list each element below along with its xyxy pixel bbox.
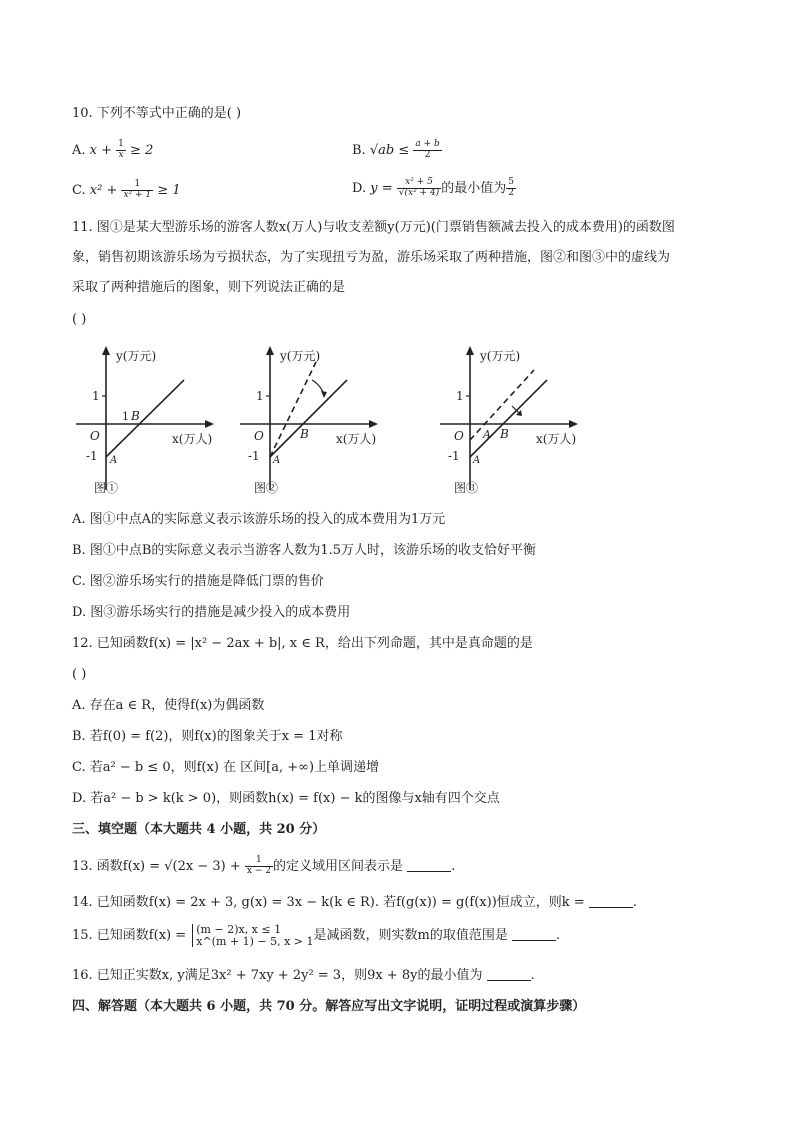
fig1-tick-1: 1 [92, 389, 100, 403]
fig1-point-b: B [131, 409, 140, 423]
fig3-origin: O [454, 429, 464, 443]
q11-stem-line1: 11. 图①是某大型游乐场的游客人数x(万人)与收支差额y(万元)(门票销售额减去投入的成本费用)的函数图 [72, 220, 675, 235]
q15-answer-blank[interactable] [512, 939, 556, 941]
fig1-origin: O [90, 429, 100, 443]
fig1-ylabel: y(万元) [116, 349, 157, 363]
q11-option-a: A. 图①中点A的实际意义表示该游乐场的投入的成本费用为1万元 [72, 512, 446, 527]
fig1-xlabel: x(万人) [172, 432, 213, 446]
figure-3 [440, 346, 578, 495]
fig3-point-a-dashed: A [483, 428, 491, 441]
q10-option-a: A. x + $\frac{1}{x}$ ≥ 2 [72, 139, 154, 160]
q11-paren: ( ) [72, 312, 87, 327]
fig2-caption: 图② [254, 481, 279, 495]
q10-stem: 10. 下列不等式中正确的是( ) [72, 106, 242, 121]
q11-stem-line2: 象，销售初期该游乐场为亏损状态，为了实现扭亏为盈，游乐场采取了两种措施，图②和图③中的虚线为 [72, 250, 671, 265]
q13: 13. 函数f(x) = √(2x − 3) + $\frac{1}{x - 2}$ 的定义域用区间表示是 . [72, 855, 456, 876]
fig1-tick-m1: -1 [86, 449, 98, 463]
q15-piecewise: (m − 2)x, x ≤ 1 x^(m + 1) − 5, x > 1 [192, 924, 313, 947]
fig2-point-a: A [273, 455, 281, 466]
q10-option-c: C. x² + $\frac{1}{\text{x² + 1}}$ ≥ 1 [72, 179, 181, 200]
q14-answer-blank[interactable] [589, 906, 633, 908]
fig3-point-b: B [500, 427, 509, 441]
fig2-ylabel: y(万元) [280, 349, 321, 363]
fig2-xlabel: x(万人) [336, 432, 377, 446]
q10-option-d: D. y = $\frac{\text{x² + 5}}{\text{√(x² + 4)}}$ 的最小值为 $\frac{5}{2}$ [352, 177, 514, 198]
q11-option-d: D. 图③游乐场实行的措施是减少投入的成本费用 [72, 605, 351, 620]
q11-option-c: C. 图②游乐场实行的措施是降低门票的售价 [72, 574, 324, 589]
section-3-heading: 三、填空题（本大题共 4 小题，共 20 分） [72, 822, 326, 837]
fig2-origin: O [254, 429, 264, 443]
fig3-xlabel: x(万人) [536, 432, 577, 446]
q12-stem: 12. 已知函数f(x) = |x² − 2ax + b|, x ∈ R，给出下列命题，其中是真命题的是 [72, 636, 533, 651]
q12-option-b: B. 若f(0) = f(2)，则f(x)的图象关于x = 1对称 [72, 729, 343, 744]
fig1-b-tick: 1 [122, 410, 129, 423]
q12-option-d: D. 若a² − b > k(k > 0)，则函数h(x) = f(x) − k的图像与x轴有四个交点 [72, 791, 500, 806]
q11-figures [72, 340, 632, 500]
fig2-tick-m1: -1 [248, 449, 260, 463]
q12-paren: ( ) [72, 667, 87, 682]
q11-option-b: B. 图①中点B的实际意义表示当游客人数为1.5万人时，该游乐场的收支恰好平衡 [72, 543, 537, 558]
q12-option-a: A. 存在a ∈ R，使得f(x)为偶函数 [72, 698, 265, 713]
q11-stem-line3: 采取了两种措施后的图象，则下列说法正确的是 [72, 280, 346, 295]
fig2-tick-1: 1 [256, 389, 264, 403]
fig2-point-b: B [300, 427, 309, 441]
q15: 15. 已知函数f(x) = (m − 2)x, x ≤ 1 x^(m + 1) − 5, x > 1 是减函数，则实数m的取值范围是 . [72, 923, 561, 948]
figure-1 [76, 346, 214, 495]
fig1-point-a: A [110, 455, 118, 466]
q16: 16. 已知正实数x, y满足3x² + 7xy + 2y² = 3，则9x + 8y的最小值为 . [72, 968, 535, 983]
figure-2 [240, 346, 378, 495]
q10-option-b: B. √ab ≤ $\frac{a + b}{2}$ [352, 139, 440, 160]
fig3-tick-m1: -1 [448, 449, 460, 463]
fig3-tick-1: 1 [456, 389, 464, 403]
section-4-heading: 四、解答题（本大题共 6 小题，共 70 分。解答应写出文字说明，证明过程或演算步骤） [72, 999, 586, 1014]
q14: 14. 已知函数f(x) = 2x + 3, g(x) = 3x − k(k ∈ R). 若f(g(x)) = g(f(x))恒成立，则k = . [72, 895, 637, 910]
q16-answer-blank[interactable] [487, 979, 531, 981]
fig3-caption: 图③ [454, 481, 479, 495]
fig1-caption: 图① [94, 481, 119, 495]
q13-answer-blank[interactable] [407, 870, 451, 872]
fig3-ylabel: y(万元) [480, 349, 521, 363]
q12-option-c: C. 若a² − b ≤ 0，则f(x) 在 区间[a, +∞)上单调递增 [72, 760, 380, 775]
fig3-point-a: A [473, 455, 481, 466]
